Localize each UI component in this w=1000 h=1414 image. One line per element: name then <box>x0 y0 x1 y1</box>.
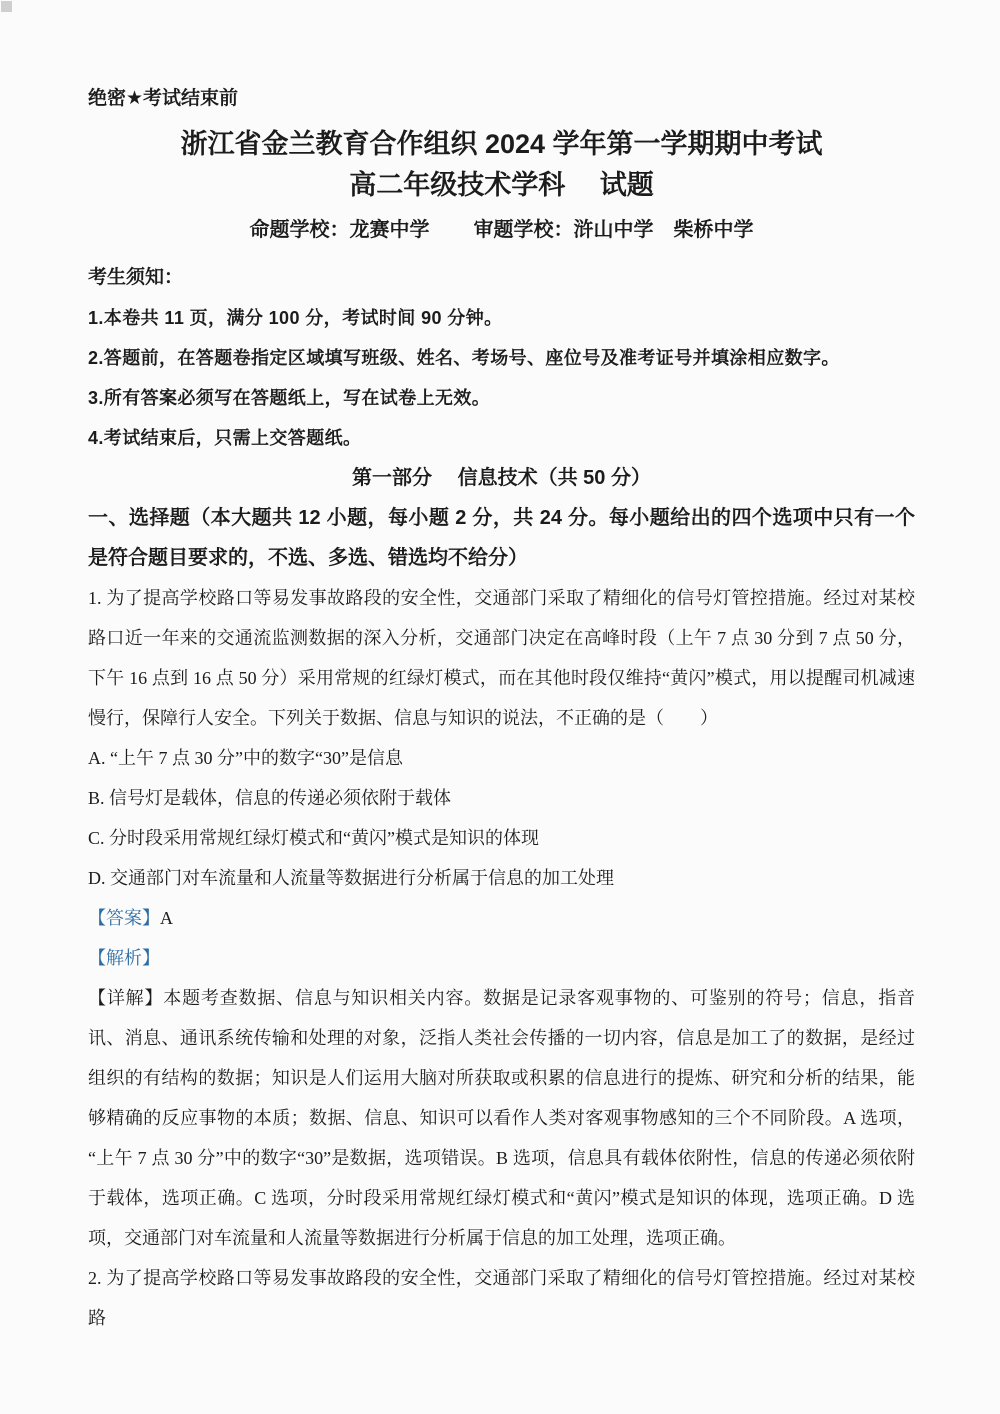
exam-title-line2: 高二年级技术学科 试题 <box>349 170 654 200</box>
notice-item-4: 4.考试结束后，只需上交答题纸。 <box>88 428 362 448</box>
multiple-choice-section-heading: 一、选择题（本大题共 12 小题，每小题 2 分，共 24 分。每小题给出的四个选项中只有一个是符合题目要求的，不选、多选、错选均不给分） <box>88 507 915 569</box>
proposer-school-label: 命题学校：龙赛中学 <box>249 219 430 241</box>
part-one-heading: 第一部分 信息技术（共 50 分） <box>352 467 651 489</box>
notice-heading: 考生须知： <box>88 267 184 288</box>
question-1-answer-line <box>88 898 915 938</box>
candidate-notice-section <box>88 258 915 458</box>
school-credit-line <box>88 216 915 244</box>
question-1-option-d: D. 交通部门对车流量和人流量等数据进行分析属于信息的加工处理 <box>88 868 614 888</box>
exam-title-line1: 浙江省金兰教育合作组织 2024 学年第一学期期中考试 <box>180 129 823 159</box>
question-2 <box>88 1258 915 1338</box>
notice-item-2: 2.答题前，在答题卷指定区域填写班级、姓名、考场号、座位号及准考证号并填涂相应数字。 <box>88 348 840 368</box>
question-1-option-a: A. “上午 7 点 30 分”中的数字“30”是信息 <box>88 748 403 768</box>
notice-item-1: 1.本卷共 11 页，满分 100 分，考试时间 90 分钟。 <box>88 308 503 328</box>
question-2-stem-visible: 2. 为了提高学校路口等易发事故路段的安全性，交通部门采取了精细化的信号灯管控措施。经过对某校路 <box>88 1268 915 1328</box>
detail-text: 本题考查数据、信息与知识相关内容。数据是记录客观事物的、可鉴别的符号；信息，指音讯、消息、通讯系统传输和处理的对象，泛指人类社会传播的一切内容，信息是加工了的数据，是经过组织的有结构的数据；知识是人们运用大脑对所获取或积累的信息进行的提炼、研究和分析的结果，能够精确的反应事物的本质；数据、信息、知识可以看作人类对客观事物感知的三个不同阶段。A 选项，“上午 7 点 30 分”中的数字“30”是数据，选项错误。B 选项，信息具有载体依附性，信息的传递必须依附于载体，选项正确。C 选项，分时段采用常规红绿灯模式和“黄闪”模式是知识的体现，选项正确。D 选项，交通部门对车流量和人流量等数据进行分析属于信息的加工处理，选项正确。 <box>88 988 916 1248</box>
scan-artifact <box>1 1 12 12</box>
notice-item-3: 3.所有答案必须写在答题纸上，写在试卷上无效。 <box>88 388 491 408</box>
question-1-analysis-line <box>88 938 915 978</box>
question-1-option-b: B. 信号灯是载体，信息的传递必须依附于载体 <box>88 788 452 808</box>
secrecy-classification-label: 绝密★考试结束前 <box>88 88 239 109</box>
detail-label: 【详解】 <box>88 988 164 1008</box>
question-1-detail <box>88 978 915 1258</box>
analysis-label: 【解析】 <box>88 948 160 968</box>
question-1-stem: 1. 为了提高学校路口等易发事故路段的安全性，交通部门采取了精细化的信号灯管控措施。经过对某校路口近一年来的交通流监测数据的深入分析，交通部门决定在高峰时段（上午 7 点 30 分到 7 点 50 分，下午 16 点到 16 点 50 分）采用常规的红绿灯模式，而在其他时段仅维持“黄闪”模式，用以提醒司机减速慢行，保障行人安全。下列关于数据、信息与知识的说法，不正确的是（ ） <box>88 588 915 728</box>
question-1-option-c: C. 分时段采用常规红绿灯模式和“黄闪”模式是知识的体现 <box>88 828 539 848</box>
reviewer-school-label: 审题学校：浒山中学 柴桥中学 <box>473 219 754 241</box>
answer-value: A <box>160 908 173 928</box>
answer-label: 【答案】 <box>88 908 160 928</box>
question-1 <box>88 578 915 1258</box>
